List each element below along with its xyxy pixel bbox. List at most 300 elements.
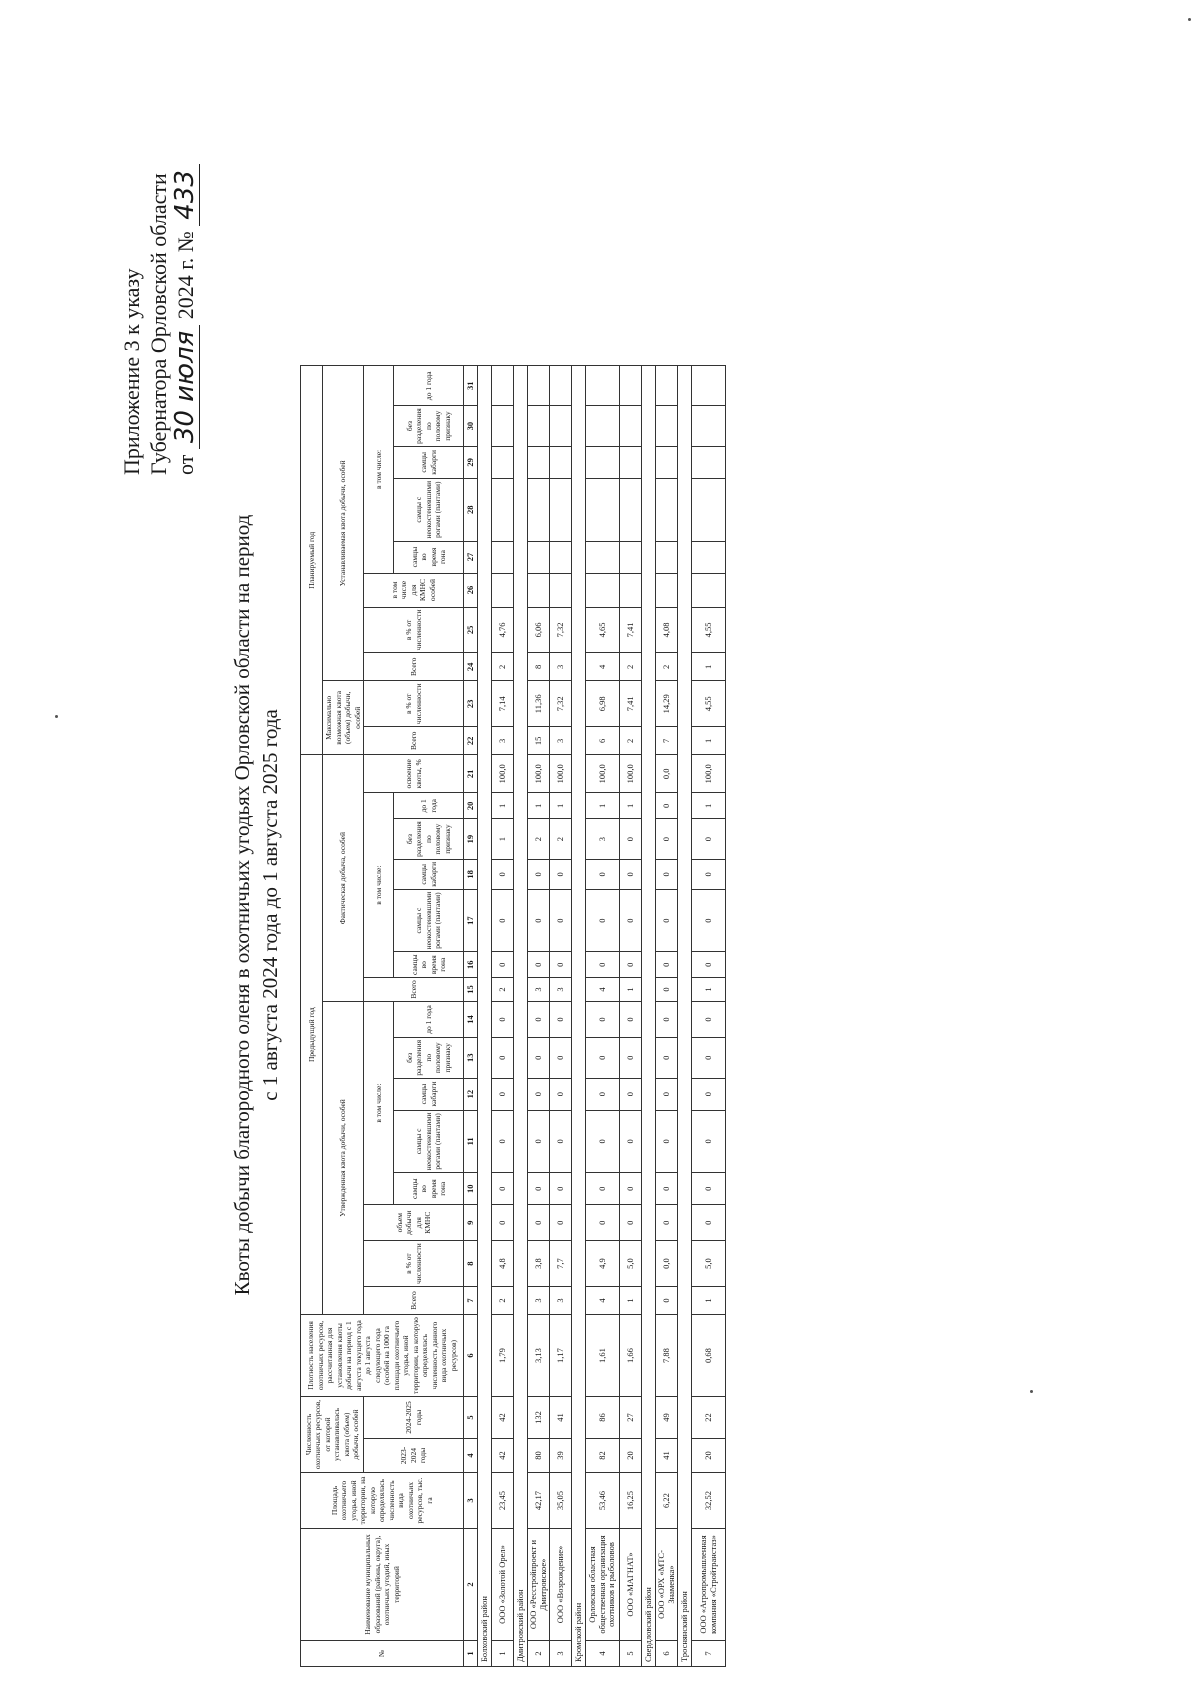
cell-q-rut: 0 — [620, 1173, 642, 1205]
cell-m-total: 2 — [620, 727, 642, 755]
header-q-rut: самцы во время гона — [394, 1173, 464, 1205]
cell-f-rut: 0 — [692, 952, 726, 978]
cell-q-rut: 0 — [550, 1173, 572, 1205]
cell-m-pct: 7,41 — [620, 681, 642, 727]
cell-q-nosex: 0 — [620, 1037, 642, 1078]
cell-f-total: 1 — [620, 977, 642, 1001]
document-title — [228, 405, 284, 1405]
cell-q-u1: 0 — [550, 1001, 572, 1037]
title-line-1: Квоты добычи благородного оленя в охотничьих угодьях Орловской области на период — [230, 514, 254, 1296]
cell-m-total: 1 — [692, 727, 726, 755]
cell-q-kab: 0 — [550, 1078, 572, 1110]
cell-f-pct: 100,0 — [550, 755, 572, 793]
cell-q-panty: 0 — [692, 1110, 726, 1173]
header-pop-prev: 2023-2024 годы — [364, 1439, 464, 1473]
approval-date-line — [172, 35, 200, 475]
cell-q-kab: 0 — [656, 1078, 678, 1110]
cell-s-total: 3 — [550, 653, 572, 681]
district-row — [478, 366, 492, 1667]
header-s-kab: самцы кабарги — [394, 446, 464, 478]
column-number-row — [464, 366, 478, 1667]
column-number: 8 — [464, 1241, 478, 1287]
cell-s-kmns — [550, 573, 572, 607]
header-f-u1: до 1 года — [394, 793, 464, 819]
cell-density: 1,17 — [550, 1315, 572, 1397]
cell-s-kmns — [492, 573, 514, 607]
cell-q-u1: 0 — [620, 1001, 642, 1037]
header-population: Численность охотничьих ресурсов, от которой устанавливалась квота (объем) добычи, особей — [301, 1397, 364, 1473]
column-number: 28 — [464, 478, 478, 541]
cell-s-panty — [586, 478, 620, 541]
cell-q-u1: 0 — [692, 1001, 726, 1037]
cell-area: 16,25 — [620, 1473, 642, 1529]
cell-m-pct: 7,32 — [550, 681, 572, 727]
cell-s-rut — [692, 541, 726, 573]
cell-q-kab: 0 — [620, 1078, 642, 1110]
cell-pop-prev: 82 — [586, 1439, 620, 1473]
cell-q-pct: 4,9 — [586, 1241, 620, 1287]
cell-num: 6 — [656, 1641, 678, 1667]
cell-f-nosex: 0 — [692, 819, 726, 860]
header-f-total: Всего — [364, 977, 464, 1001]
cell-s-u1 — [528, 366, 550, 406]
cell-s-u1 — [550, 366, 572, 406]
cell-s-kmns — [620, 573, 642, 607]
table-row — [586, 366, 620, 1667]
cell-f-u1: 1 — [528, 793, 550, 819]
cell-s-kab — [586, 446, 620, 478]
scan-speck — [55, 715, 58, 718]
cell-density: 1,61 — [586, 1315, 620, 1397]
column-number: 4 — [464, 1439, 478, 1473]
cell-s-panty — [550, 478, 572, 541]
cell-q-kmns: 0 — [492, 1205, 514, 1241]
cell-q-pct: 4,8 — [492, 1241, 514, 1287]
cell-m-total: 6 — [586, 727, 620, 755]
cell-density: 1,66 — [620, 1315, 642, 1397]
column-number: 10 — [464, 1173, 478, 1205]
cell-q-u1: 0 — [528, 1001, 550, 1037]
cell-f-rut: 0 — [528, 952, 550, 978]
column-number: 3 — [464, 1473, 478, 1529]
cell-pop-cur: 27 — [620, 1397, 642, 1439]
header-q-kab: самцы кабарги — [394, 1078, 464, 1110]
cell-f-rut: 0 — [586, 952, 620, 978]
cell-q-nosex: 0 — [656, 1037, 678, 1078]
cell-q-kab: 0 — [528, 1078, 550, 1110]
approval-year: 2024 г. — [173, 257, 198, 320]
cell-s-rut — [620, 541, 642, 573]
header-q-in-that: в том числе: — [364, 1001, 394, 1204]
cell-f-rut: 0 — [656, 952, 678, 978]
column-number: 23 — [464, 681, 478, 727]
cell-f-kab: 0 — [586, 859, 620, 889]
cell-s-panty — [492, 478, 514, 541]
cell-q-pct: 5,0 — [692, 1241, 726, 1287]
cell-name: ООО «МАГНАТ» — [620, 1529, 642, 1641]
approval-line-1: Приложение 3 к указу — [119, 268, 144, 475]
header-q-panty: самцы с неокостеневшими рогами (пантами) — [394, 1110, 464, 1173]
cell-q-nosex: 0 — [528, 1037, 550, 1078]
cell-s-nosex — [550, 406, 572, 447]
cell-q-kmns: 0 — [550, 1205, 572, 1241]
cell-s-kab — [550, 446, 572, 478]
cell-pop-cur: 41 — [550, 1397, 572, 1439]
quota-table — [300, 365, 726, 1667]
cell-s-rut — [656, 541, 678, 573]
scan-speck — [1188, 18, 1191, 21]
cell-m-pct: 14,29 — [656, 681, 678, 727]
cell-f-pct: 100,0 — [620, 755, 642, 793]
cell-s-pct: 7,41 — [620, 607, 642, 653]
cell-f-nosex: 0 — [656, 819, 678, 860]
cell-q-nosex: 0 — [550, 1037, 572, 1078]
cell-q-nosex: 0 — [492, 1037, 514, 1078]
cell-m-total: 3 — [550, 727, 572, 755]
cell-s-u1 — [586, 366, 620, 406]
cell-name: ООО «ОРХ «МТС-Знаменка» — [656, 1529, 678, 1641]
header-q-pct: в % от численности — [364, 1241, 464, 1287]
cell-q-kmns: 0 — [692, 1205, 726, 1241]
cell-q-rut: 0 — [656, 1173, 678, 1205]
cell-q-total: 3 — [550, 1287, 572, 1315]
cell-q-kab: 0 — [586, 1078, 620, 1110]
header-q-kmns: объем добычи для КМНС — [364, 1205, 464, 1241]
handwritten-date: 30 июля — [172, 325, 200, 449]
header-approved-quota: Утвержденная квота добычи, особей — [323, 1001, 364, 1314]
cell-s-kab — [492, 446, 514, 478]
cell-f-total: 2 — [492, 977, 514, 1001]
cell-name: ООО «Агропромышленная компания «Стройтранстаз» — [692, 1529, 726, 1641]
cell-density: 1,79 — [492, 1315, 514, 1397]
cell-name: ООО «Золотой Орел» — [492, 1529, 514, 1641]
cell-q-panty: 0 — [620, 1110, 642, 1173]
cell-q-kmns: 0 — [656, 1205, 678, 1241]
header-s-pct: в % от численности — [364, 607, 464, 653]
cell-s-u1 — [492, 366, 514, 406]
header-q-total: Всего — [364, 1287, 464, 1315]
header-max-quota: Максимально возможная квота (объем) добычи, особей — [323, 681, 364, 755]
cell-f-kab: 0 — [528, 859, 550, 889]
cell-s-kmns — [656, 573, 678, 607]
column-number: 11 — [464, 1110, 478, 1173]
district-row — [678, 366, 692, 1667]
cell-q-total: 1 — [692, 1287, 726, 1315]
cell-s-rut — [528, 541, 550, 573]
column-number: 19 — [464, 819, 478, 860]
cell-q-u1: 0 — [586, 1001, 620, 1037]
district-name: Дмитровский район — [514, 366, 528, 1667]
cell-s-total: 2 — [492, 653, 514, 681]
cell-q-pct: 5,0 — [620, 1241, 642, 1287]
cell-q-kmns: 0 — [620, 1205, 642, 1241]
cell-s-pct: 4,65 — [586, 607, 620, 653]
cell-s-nosex — [656, 406, 678, 447]
header-q-u1: до 1 года — [394, 1001, 464, 1037]
cell-q-rut: 0 — [692, 1173, 726, 1205]
cell-s-nosex — [492, 406, 514, 447]
cell-f-total: 3 — [550, 977, 572, 1001]
cell-area: 6,22 — [656, 1473, 678, 1529]
cell-f-nosex: 1 — [492, 819, 514, 860]
cell-pop-prev: 42 — [492, 1439, 514, 1473]
cell-q-panty: 0 — [528, 1110, 550, 1173]
header-f-mastery: освоение квоты, % — [364, 755, 464, 793]
column-number: 20 — [464, 793, 478, 819]
header-s-rut: самцы во время гона — [394, 541, 464, 573]
cell-f-total: 3 — [528, 977, 550, 1001]
column-number: 26 — [464, 573, 478, 607]
cell-q-pct: 7,7 — [550, 1241, 572, 1287]
cell-num: 1 — [492, 1641, 514, 1667]
approval-number-prefix: № — [173, 231, 198, 253]
table-row — [550, 366, 572, 1667]
column-number: 27 — [464, 541, 478, 573]
column-number: 2 — [464, 1529, 478, 1641]
cell-f-panty: 0 — [528, 889, 550, 952]
cell-pop-prev: 41 — [656, 1439, 678, 1473]
cell-q-kmns: 0 — [586, 1205, 620, 1241]
cell-name: Орловская областная общественная организация охотников и рыболовов — [586, 1529, 620, 1641]
cell-q-rut: 0 — [586, 1173, 620, 1205]
column-number: 1 — [464, 1641, 478, 1667]
approval-line-2: Губернатора Орловской области — [146, 173, 171, 475]
cell-density: 7,88 — [656, 1315, 678, 1397]
cell-s-pct: 4,55 — [692, 607, 726, 653]
header-actual-harvest: Фактическая добыча, особей — [323, 755, 364, 1002]
column-number: 29 — [464, 446, 478, 478]
column-number: 9 — [464, 1205, 478, 1241]
header-num: № — [301, 1641, 464, 1667]
header-f-rut: самцы во время гона — [394, 952, 464, 978]
cell-f-rut: 0 — [492, 952, 514, 978]
column-number: 15 — [464, 977, 478, 1001]
header-s-in-that: в том числе: — [364, 366, 394, 573]
cell-s-nosex — [528, 406, 550, 447]
cell-f-nosex: 2 — [550, 819, 572, 860]
cell-q-total: 2 — [492, 1287, 514, 1315]
cell-f-total: 4 — [586, 977, 620, 1001]
cell-s-rut — [550, 541, 572, 573]
cell-m-pct: 7,14 — [492, 681, 514, 727]
cell-q-nosex: 0 — [692, 1037, 726, 1078]
cell-q-pct: 0,0 — [656, 1241, 678, 1287]
table-row — [528, 366, 550, 1667]
cell-s-kmns — [586, 573, 620, 607]
cell-pop-cur: 42 — [492, 1397, 514, 1439]
cell-density: 3,13 — [528, 1315, 550, 1397]
cell-f-panty: 0 — [492, 889, 514, 952]
cell-q-rut: 0 — [528, 1173, 550, 1205]
district-row — [572, 366, 586, 1667]
cell-q-panty: 0 — [550, 1110, 572, 1173]
cell-f-u1: 1 — [550, 793, 572, 819]
cell-f-pct: 0,0 — [656, 755, 678, 793]
cell-s-total: 2 — [656, 653, 678, 681]
cell-density: 0,68 — [692, 1315, 726, 1397]
cell-f-nosex: 2 — [528, 819, 550, 860]
header-m-total: Всего — [364, 727, 464, 755]
cell-q-total: 1 — [620, 1287, 642, 1315]
cell-f-pct: 100,0 — [692, 755, 726, 793]
cell-pop-prev: 20 — [620, 1439, 642, 1473]
cell-q-panty: 0 — [586, 1110, 620, 1173]
cell-f-u1: 1 — [586, 793, 620, 819]
column-number: 31 — [464, 366, 478, 406]
cell-s-kab — [656, 446, 678, 478]
cell-num: 7 — [692, 1641, 726, 1667]
cell-q-rut: 0 — [492, 1173, 514, 1205]
cell-area: 53,46 — [586, 1473, 620, 1529]
cell-q-u1: 0 — [656, 1001, 678, 1037]
column-number: 7 — [464, 1287, 478, 1315]
header-set-quota: Устанавливаемая квота добычи, особей — [323, 366, 364, 681]
header-f-in-that: в том числе: — [364, 793, 394, 978]
cell-s-nosex — [586, 406, 620, 447]
cell-s-kmns — [692, 573, 726, 607]
column-number: 18 — [464, 859, 478, 889]
cell-q-kab: 0 — [692, 1078, 726, 1110]
cell-pop-cur: 132 — [528, 1397, 550, 1439]
header-prev-year: Предыдущий год — [301, 755, 323, 1315]
cell-area: 35,05 — [550, 1473, 572, 1529]
cell-q-pct: 3,8 — [528, 1241, 550, 1287]
header-area: Площадь охотничьего угодья, иной территории, на которую определялась численность вида охотничьих ресурсов, тыс. га — [301, 1473, 464, 1529]
cell-f-nosex: 0 — [620, 819, 642, 860]
cell-pop-prev: 80 — [528, 1439, 550, 1473]
cell-q-kab: 0 — [492, 1078, 514, 1110]
cell-f-pct: 100,0 — [528, 755, 550, 793]
cell-pop-prev: 39 — [550, 1439, 572, 1473]
cell-q-u1: 0 — [492, 1001, 514, 1037]
district-name: Кромской район — [572, 366, 586, 1667]
cell-pop-cur: 86 — [586, 1397, 620, 1439]
cell-f-panty: 0 — [586, 889, 620, 952]
cell-s-kab — [692, 446, 726, 478]
column-number: 24 — [464, 653, 478, 681]
header-name: Наименование муниципальных образований (районы, округа), охотничьих угодий, иных территорий — [301, 1529, 464, 1641]
header-m-pct: в % от численности — [364, 681, 464, 727]
cell-f-panty: 0 — [656, 889, 678, 952]
handwritten-number: 433 — [172, 164, 200, 226]
cell-s-pct: 4,08 — [656, 607, 678, 653]
cell-m-total: 15 — [528, 727, 550, 755]
column-number: 17 — [464, 889, 478, 952]
cell-m-pct: 6,98 — [586, 681, 620, 727]
title-line-2: с 1 августа 2024 года до 1 августа 2025 года — [258, 709, 282, 1101]
header-f-kab: самцы кабарги — [394, 859, 464, 889]
cell-s-pct: 6,06 — [528, 607, 550, 653]
district-name: Свердловский район — [642, 366, 656, 1667]
approval-from-prefix: от — [173, 454, 198, 475]
cell-q-total: 0 — [656, 1287, 678, 1315]
cell-area: 23,45 — [492, 1473, 514, 1529]
column-number: 21 — [464, 755, 478, 793]
cell-f-rut: 0 — [550, 952, 572, 978]
table-row — [620, 366, 642, 1667]
cell-f-kab: 0 — [692, 859, 726, 889]
cell-name: ООО «Ресстройпроект и Дмитровское» — [528, 1529, 550, 1641]
column-number: 22 — [464, 727, 478, 755]
header-s-total: Всего — [364, 653, 464, 681]
cell-s-panty — [528, 478, 550, 541]
header-s-kmns: в том числе для КМНС особей — [364, 573, 464, 607]
cell-q-kmns: 0 — [528, 1205, 550, 1241]
header-q-nosex: без разделения по половому признаку — [394, 1037, 464, 1078]
column-number: 14 — [464, 1001, 478, 1037]
district-name: Троснянский район — [678, 366, 692, 1667]
cell-q-panty: 0 — [492, 1110, 514, 1173]
cell-s-kab — [528, 446, 550, 478]
cell-s-u1 — [656, 366, 678, 406]
cell-s-rut — [586, 541, 620, 573]
cell-f-u1: 1 — [620, 793, 642, 819]
cell-pop-cur: 49 — [656, 1397, 678, 1439]
cell-s-pct: 4,76 — [492, 607, 514, 653]
cell-m-pct: 11,36 — [528, 681, 550, 727]
cell-f-kab: 0 — [656, 859, 678, 889]
header-pop-cur: 2024-2025 годы — [364, 1397, 464, 1439]
cell-s-u1 — [620, 366, 642, 406]
cell-f-kab: 0 — [492, 859, 514, 889]
cell-s-total: 4 — [586, 653, 620, 681]
cell-f-u1: 0 — [656, 793, 678, 819]
cell-f-kab: 0 — [620, 859, 642, 889]
cell-area: 32,52 — [692, 1473, 726, 1529]
cell-f-total: 1 — [692, 977, 726, 1001]
cell-f-panty: 0 — [550, 889, 572, 952]
cell-num: 4 — [586, 1641, 620, 1667]
column-number: 6 — [464, 1315, 478, 1397]
cell-s-nosex — [620, 406, 642, 447]
cell-s-panty — [656, 478, 678, 541]
cell-s-kab — [620, 446, 642, 478]
table-row — [692, 366, 726, 1667]
column-number: 5 — [464, 1397, 478, 1439]
cell-f-nosex: 3 — [586, 819, 620, 860]
cell-m-total: 7 — [656, 727, 678, 755]
scan-speck — [1030, 1390, 1033, 1393]
cell-s-nosex — [692, 406, 726, 447]
cell-f-panty: 0 — [692, 889, 726, 952]
column-number: 30 — [464, 406, 478, 447]
cell-s-pct: 7,32 — [550, 607, 572, 653]
header-planned-year: Планируемый год — [301, 366, 323, 755]
cell-q-total: 3 — [528, 1287, 550, 1315]
column-number: 25 — [464, 607, 478, 653]
approval-block — [118, 35, 200, 475]
cell-q-nosex: 0 — [586, 1037, 620, 1078]
column-number: 13 — [464, 1037, 478, 1078]
district-row — [514, 366, 528, 1667]
column-number: 12 — [464, 1078, 478, 1110]
cell-pop-cur: 22 — [692, 1397, 726, 1439]
cell-f-panty: 0 — [620, 889, 642, 952]
cell-f-total: 0 — [656, 977, 678, 1001]
cell-q-panty: 0 — [656, 1110, 678, 1173]
cell-s-total: 8 — [528, 653, 550, 681]
cell-q-total: 4 — [586, 1287, 620, 1315]
table-row — [492, 366, 514, 1667]
cell-s-rut — [492, 541, 514, 573]
district-name: Болховский район — [478, 366, 492, 1667]
cell-f-pct: 100,0 — [586, 755, 620, 793]
cell-s-panty — [692, 478, 726, 541]
cell-f-pct: 100,0 — [492, 755, 514, 793]
cell-m-total: 3 — [492, 727, 514, 755]
cell-f-rut: 0 — [620, 952, 642, 978]
header-f-nosex: без разделения по половому признаку — [394, 819, 464, 860]
